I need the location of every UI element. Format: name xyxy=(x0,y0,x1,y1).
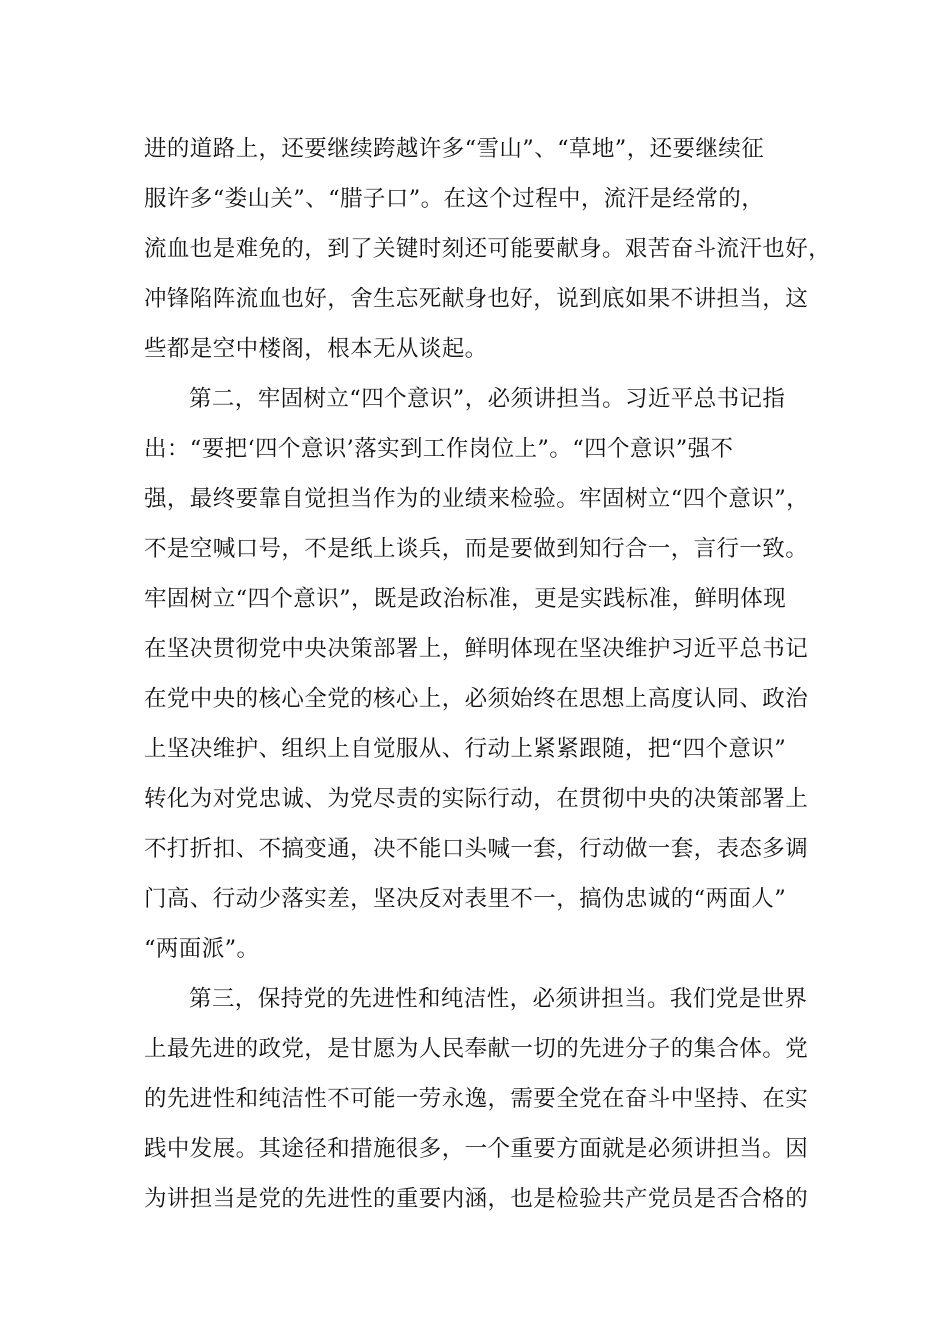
paragraph-start-line: 第三，保持党的先进性和纯洁性，必须讲担当。我们党是世界 xyxy=(189,986,808,1012)
paragraph-line: 的先进性和纯洁性不可能一劳永逸，需要全党在奋斗中坚持、在实 xyxy=(144,1086,809,1112)
paragraph-line: 流血也是难免的，到了关键时刻还可能要献身。艰苦奋斗流汗也好， xyxy=(144,236,832,262)
paragraph-line: 些都是空中楼阁，根本无从谈起。 xyxy=(144,336,488,362)
paragraph-line: 上最先进的政党，是甘愿为人民奉献一切的先进分子的集合体。党 xyxy=(144,1036,809,1062)
paragraph-line: 牢固树立“四个意识”，既是政治标准，更是实践标准，鲜明体现 xyxy=(144,586,787,612)
paragraph-line: 冲锋陷阵流血也好，舍生忘死献身也好，说到底如果不讲担当，这 xyxy=(144,286,809,312)
paragraph-line: 门高、行动少落实差，坚决反对表里不一，搞伪忠诚的“两面人” xyxy=(144,886,787,912)
paragraph-line: 为讲担当是党的先进性的重要内涵，也是检验共产党员是否合格的 xyxy=(144,1186,809,1212)
paragraph-line: 服许多“娄山关”、“腊子口”。在这个过程中，流汗是经常的， xyxy=(144,186,765,212)
paragraph-line: 上坚决维护、组织上自觉服从、行动上紧紧跟随，把“四个意识” xyxy=(144,736,787,762)
paragraph-line: 不打折扣、不搞变通，决不能口头喊一套，行动做一套，表态多调 xyxy=(144,836,809,862)
paragraph-line: 践中发展。其途径和措施很多，一个重要方面就是必须讲担当。因 xyxy=(144,1136,809,1162)
paragraph-line: 在党中央的核心全党的核心上，必须始终在思想上高度认同、政治 xyxy=(144,686,809,712)
paragraph-line: 进的道路上，还要继续跨越许多“雪山”、“草地”，还要继续征 xyxy=(144,136,765,162)
paragraph-line: 强，最终要靠自觉担当作为的业绩来检验。牢固树立“四个意识”， xyxy=(144,486,810,512)
paragraph-line: 转化为对党忠诚、为党尽责的实际行动，在贯彻中央的决策部署上 xyxy=(144,786,809,812)
paragraph-line: 不是空喊口号，不是纸上谈兵，而是要做到知行合一，言行一致。 xyxy=(144,536,809,562)
paragraph-start-line: 第二，牢固树立“四个意识”，必须讲担当。习近平总书记指 xyxy=(189,386,786,412)
paragraph-line: 出：“要把‘四个意识’落实到工作岗位上”。“四个意识”强不 xyxy=(144,436,734,462)
paragraph-line: 在坚决贯彻党中央决策部署上，鲜明体现在坚决维护习近平总书记 xyxy=(144,636,809,662)
paragraph-line: “两面派”。 xyxy=(144,936,260,962)
